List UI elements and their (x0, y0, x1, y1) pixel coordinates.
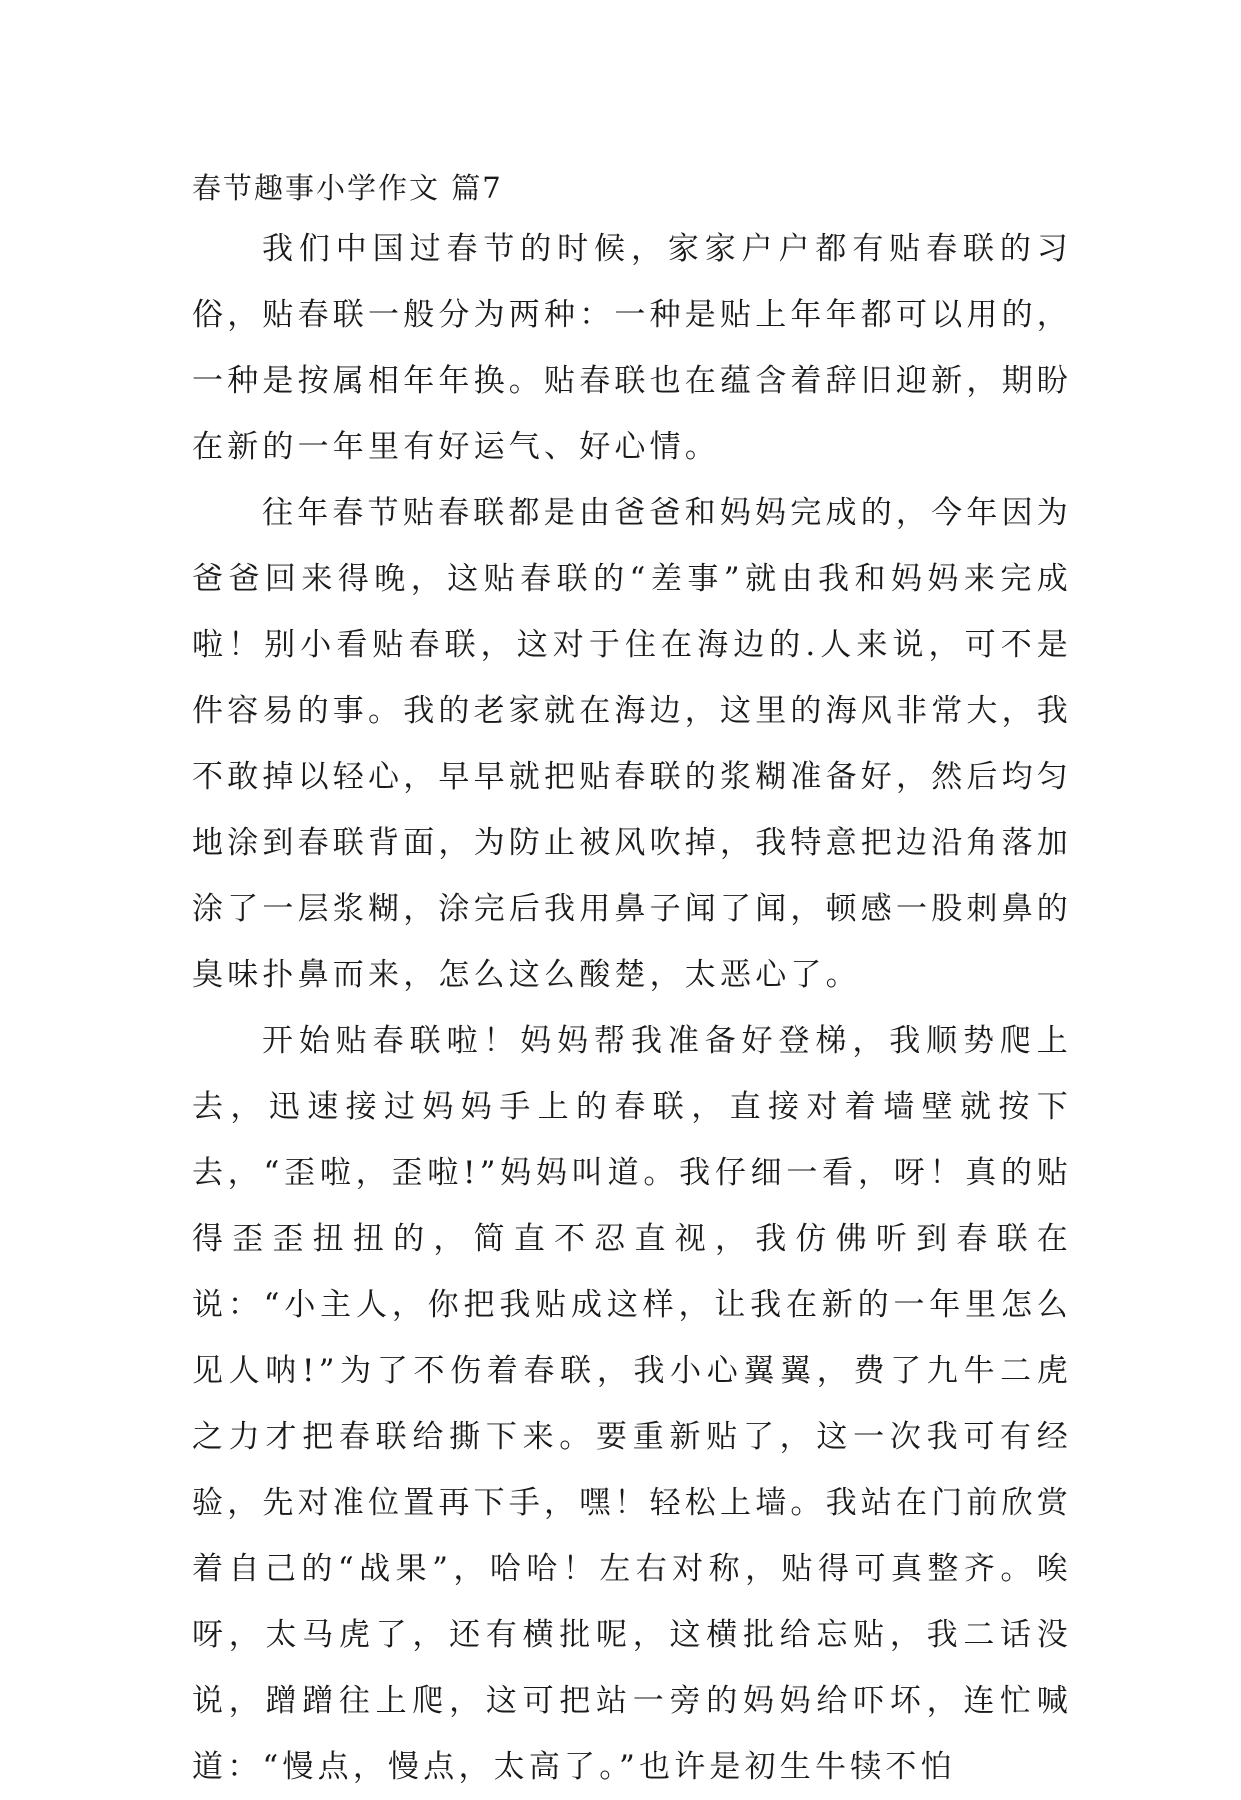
paragraph-1: 我们中国过春节的时候，家家户户都有贴春联的习俗，贴春联一般分为两种：一种是贴上年年都可以用的，一种是按属相年年换。贴春联也在蕴含着辞旧迎新，期盼在新的一年里有好运气、好心情。 (192, 231, 1072, 465)
paragraph-2: 往年春节贴春联都是由爸爸和妈妈完成的，今年因为爸爸回来得晚，这贴春联的“差事”就由我和妈妈来完成啦！别小看贴春联，这对于住在海边的.人来说，可不是件容易的事。我的老家就在海边，这里的海风非常大，我不敢掉以轻心，早早就把贴春联的浆糊准备好，然后均匀地涂到春联背面，为防止被风吹掉，我特意把边沿角落加涂了一层浆糊，涂完后我用鼻子闻了闻，顿感一股刺鼻的臭味扑鼻而来，怎么这么酸楚，太恶心了。 (192, 495, 1072, 993)
essay-title: 春节趣事小学作文 篇7 (192, 171, 503, 205)
document-body (192, 160, 1072, 1800)
paragraph-3: 开始贴春联啦！妈妈帮我准备好登梯，我顺势爬上去，迅速接过妈妈手上的春联，直接对着墙壁就按下去，“歪啦，歪啦!”妈妈叫道。我仔细一看，呀！真的贴得歪歪扭扭的，简直不忍直视，我仿佛听到春联在说：“小主人，你把我贴成这样，让我在新的一年里怎么见人呐!”为了不伤着春联，我小心翼翼，费了九牛二虎之力才把春联给撕下来。要重新贴了，这一次我可有经验，先对准位置再下手，嘿！轻松上墙。我站在门前欣赏着自己的“战果”，哈哈！左右对称，贴得可真整齐。唉呀，太马虎了，还有横批呢，这横批给忘贴，我二话没说，蹭蹭往上爬，这可把站一旁的妈妈给吓坏，连忙喊道：“慢点，慢点，太高了。”也许是初生牛犊不怕 (192, 1023, 1072, 1785)
